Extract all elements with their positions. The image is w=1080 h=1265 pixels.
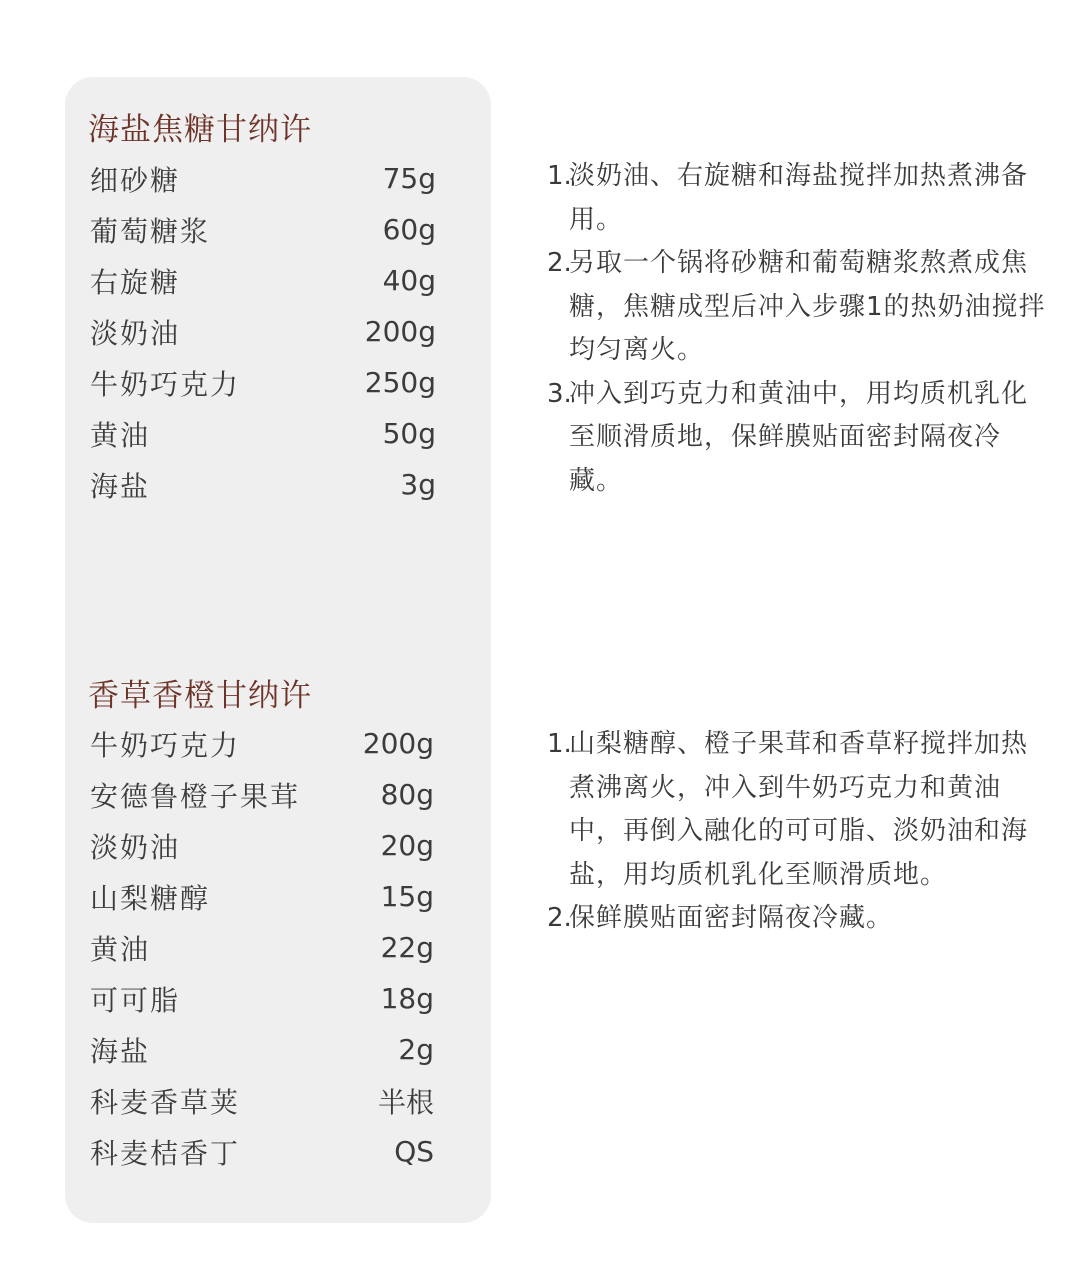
ingredient-row — [90, 357, 436, 408]
ingredient-amount: 20g — [380, 829, 434, 862]
step-list — [547, 723, 1047, 941]
step-list — [547, 155, 1047, 503]
step-text: 保鲜膜贴面密封隔夜冷藏。 — [569, 903, 894, 933]
ingredient-amount: 50g — [382, 417, 436, 450]
ingredient-amount: 22g — [380, 931, 434, 964]
ingredient-name: 科麦香草荚 — [90, 1085, 241, 1119]
step-item — [547, 242, 1047, 373]
ingredient-amount: 200g — [362, 727, 434, 760]
ingredient-row — [90, 306, 436, 357]
ingredient-name: 细砂糖 — [90, 163, 181, 197]
ingredient-amount: 3g — [400, 468, 436, 501]
ingredient-list — [90, 718, 434, 1177]
ingredient-amount: 60g — [382, 213, 436, 246]
step-number: 1. — [547, 161, 572, 191]
ingredient-amount: 半根 — [377, 1085, 434, 1119]
ingredient-row — [90, 459, 436, 510]
ingredient-row — [90, 769, 434, 820]
ingredient-row — [90, 153, 436, 204]
ingredient-amount: QS — [394, 1135, 434, 1168]
ingredient-row — [90, 922, 434, 973]
ingredient-row — [90, 718, 434, 769]
ingredient-name: 山梨糖醇 — [90, 881, 211, 915]
ingredient-amount: 200g — [364, 315, 436, 348]
step-number: 3. — [547, 378, 572, 409]
ingredient-row — [90, 1024, 434, 1075]
ingredient-amount: 75g — [382, 162, 436, 195]
ingredient-row — [90, 871, 434, 922]
ingredient-name: 黄油 — [90, 418, 151, 452]
ingredient-amount: 40g — [382, 264, 436, 297]
step-item — [547, 155, 1047, 242]
step-item — [547, 373, 1047, 504]
ingredient-name: 牛奶巧克力 — [90, 728, 241, 762]
ingredient-row — [90, 204, 436, 255]
step-item — [547, 723, 1047, 897]
step-number: 2. — [547, 903, 572, 933]
ingredient-amount: 2g — [398, 1033, 434, 1066]
step-number: 2. — [547, 248, 572, 278]
ingredient-amount: 18g — [380, 982, 434, 1015]
ingredient-row — [90, 973, 434, 1024]
step-number: 1. — [547, 729, 572, 759]
step-item — [547, 897, 1047, 941]
ingredient-amount: 250g — [364, 366, 436, 399]
ingredient-row — [90, 1126, 434, 1177]
ingredient-row — [90, 408, 436, 459]
ingredient-name: 淡奶油 — [90, 830, 181, 864]
ingredient-name: 科麦桔香丁 — [90, 1136, 241, 1170]
ingredient-row — [90, 1075, 434, 1126]
ingredient-name: 海盐 — [90, 469, 151, 503]
ingredient-amount: 80g — [380, 778, 434, 811]
ingredient-row — [90, 255, 436, 306]
ingredient-name: 右旋糖 — [90, 265, 181, 299]
recipe-title: 香草香橙甘纳许 — [88, 678, 312, 714]
recipe-title: 海盐焦糖甘纳许 — [88, 112, 312, 148]
ingredient-amount: 15g — [380, 880, 434, 913]
step-text: 山梨糖醇、橙子果茸和香草籽搅拌加热煮沸离火，冲入到牛奶巧克力和黄油中，再倒入融化的可可脂、淡奶油和海盐，用均质机乳化至顺滑质地。 — [569, 729, 1029, 890]
ingredient-name: 黄油 — [90, 932, 151, 966]
step-text: 淡奶油、右旋糖和海盐搅拌加热煮沸备用。 — [569, 161, 1029, 235]
ingredient-row — [90, 820, 434, 871]
ingredient-name: 可可脂 — [90, 983, 181, 1017]
step-text: 冲入到巧克力和黄油中，用均质机乳化至顺滑质地，保鲜膜贴面密封隔夜冷藏。 — [569, 378, 1029, 496]
ingredient-name: 牛奶巧克力 — [90, 367, 241, 401]
step-text: 另取一个锅将砂糖和葡萄糖浆熬煮成焦糖，焦糖成型后冲入步骤1的热奶油搅拌均匀离火。 — [569, 248, 1046, 365]
ingredient-name: 海盐 — [90, 1034, 151, 1068]
ingredient-name: 安德鲁橙子果茸 — [90, 779, 301, 813]
ingredient-list — [90, 153, 436, 510]
ingredient-name: 淡奶油 — [90, 316, 181, 350]
ingredient-name: 葡萄糖浆 — [90, 214, 211, 248]
